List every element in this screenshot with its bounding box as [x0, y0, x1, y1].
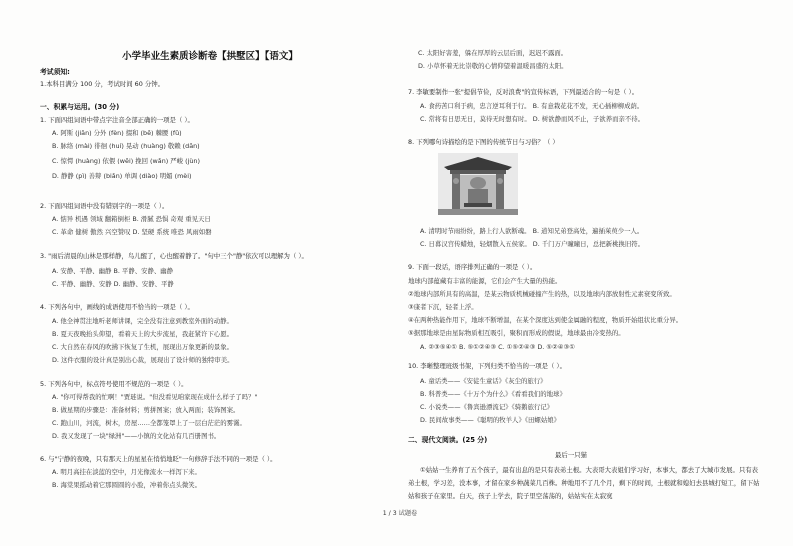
q3-option-cd: C. 平静、幽静、安静 D. 幽静、安静、平静: [52, 280, 174, 288]
q4-stem: 4. 下列各句中，画线的成语使用不恰当的一项是（ ）。: [40, 303, 194, 311]
q9-sentence-5: ⑤据那地球是由星际物质相互吸引，聚积而形成的假说，地球最由冷变热的。: [408, 329, 625, 337]
q1-option-c: C. 惊愕 (huàng) 依偎 (wēi) 挽回 (wǎn) 严峻 (jùn): [52, 157, 200, 165]
q10-option-a: A. 童话类——《安徒生童话》《灰尘的旅行》: [420, 377, 547, 385]
q4-option-c: C. 大自然在春风的吹拂下恢复了生机，展现出万象更新的景象。: [52, 343, 234, 351]
q2-stem: 2. 下面四组词语中没有错别字的一项是（ ）。: [40, 202, 169, 210]
page-footer: 1 / 3 试题卷: [382, 510, 418, 517]
q3-option-ab: A. 安静、平静、幽静 B. 平静、安静、幽静: [52, 267, 174, 275]
q4-option-d: D. 这件衣服的设计真是别出心裁，展现出了设计师的独特审美。: [52, 356, 234, 364]
q5-option-d: D. 我又发现了一块"绿洲"——小镇的文化站有几百册图书。: [52, 432, 221, 440]
q9-sentence-1: 地球内部蕴藏有丰富的能源，它们会产生大量的热能。: [408, 277, 562, 285]
q1-option-a: A. 阿斯 (jiān) 分外 (fèn) 掇和 (bē) 棘腰 (fǔ): [52, 129, 182, 137]
q10-option-d: D. 民间故事类——《聪明的牧羊人》《田螺姑娘》: [420, 416, 560, 424]
q9-sentence-4: ④在两种热能作用下，地球不断增温，在某个深度达到使金属融的程度，物质开始组状比重分异。: [408, 316, 683, 324]
q1-stem: 1. 下面四组词语中带点字注音全部正确的一项是（ ）。: [40, 116, 194, 124]
q5-option-c: C. 跑山川，河流，树木，房屋……全都笼罩上了一层白茫茫的雾霭。: [52, 419, 246, 427]
q9-stem: 9. 下面一段话，语序排列正确的一项是（ ）。: [408, 263, 537, 271]
q10-option-c: C. 小说类——《鲁宾逊漂流记》《骑鹅旅行记》: [420, 403, 554, 411]
q5-option-a: A. "你可得帮我的忙啊！"贾琏说。"但没看见咱家现在成什么样子了吗？": [52, 393, 258, 401]
festival-illustration-graphic: [438, 153, 518, 215]
q7-stem: 7. 李敏要制作一张"提倡节俭，反对浪费"的宣传标语，下列最适合的一句是（ ）。: [408, 88, 639, 96]
q6-option-a: A. 明月高挂在淡蓝的空中，月光像流水一样泻下来。: [52, 468, 201, 476]
q7-option-ab: A. 食药苦口利于病，忠言逆耳利于行。 B. 有意栽花花不发，无心插柳柳成荫。: [420, 102, 644, 110]
notice-heading: 考试须知:: [40, 68, 70, 76]
article-title: 最后一只猫: [555, 451, 587, 459]
article-paragraph-1: ①姑姑一生养育了五个孩子，最有出息的是只有表弟土根。大表哥大表姐们学习好，本事大，都去了大城市发展。只有表弟土根，学习差，没本事，才留在家乡种蔬菜几百株。种地用不了几个月，剩下的时间，土根就和媳妇去县城打短工，留下姑姑和孩子在家里。白天，孩子上学去，院子里空荡荡的，姑姑实在太寂寞: [408, 466, 760, 500]
festival-illustration: [438, 153, 518, 215]
q10-stem: 10. 李晰整理班级书架，下列归类不恰当的一项是（ ）。: [408, 362, 567, 370]
q5-option-b: B. 做星期的步骤是：准备材料；剪拼图案；放入两面；装饰图案。: [52, 406, 240, 414]
section2-heading: 二、现代文阅读。(25 分): [408, 436, 488, 444]
q1-option-b: B. 脉络 (mài) 徘徊 (huí) 晃动 (huàng) 敬赖 (dān): [52, 142, 200, 150]
q9-sentence-3: ③康者下沉，轻者上浮。: [408, 303, 478, 311]
q8-option-cd: C. 日暮汉宫传蜡烛，轻烟散入五侯家。 D. 千门万户曈曈日，总把新桃换旧符。: [420, 240, 645, 248]
q4-option-b: B. 夏天夜晚抬头仰望，看着天上的大步流星，我赶紧许下心愿。: [52, 330, 233, 338]
q9-sentence-2: ②地球内部所具有的高温，是某云物质机械碰撞产生的热，以及地球内部放射性元素衰变所致。: [408, 290, 676, 298]
q4-option-a: A. 他全神贯注地听老师讲课，完全没有注意到教室外面的动静。: [52, 317, 233, 325]
q3-stem: 3. "雨后清晨的山林是那样静，鸟儿醒了，心也醒着静了。"句中三个"静"依次可以理解为（ ）。: [40, 252, 308, 260]
q6-option-b: B. 海棠果摇动着它那圆圆的小脸，冲着你点头微笑。: [52, 481, 202, 489]
exam-title: 小学毕业生素质诊断卷【拱墅区】【语文】: [122, 51, 298, 62]
q8-option-ab: A. 清明时节雨纷纷，路上行人欲断魂。 B. 道知兄弟登高处，遍插茱萸少一人。: [420, 227, 644, 235]
section1-heading: 一、积累与运用。(30 分): [40, 103, 120, 111]
q7-option-cd: C. 常将有日思无日，莫待无时想有时。 D. 树欲静而风不止，子欲养而亲不待。: [420, 115, 645, 123]
q6-stem: 6. 与"宁静的夜晚，只有那天上的星星在悄悄地眨"一句修辞手法不同的一项是（ ）。: [40, 455, 277, 463]
q10-option-b: B. 科普类——《十万个为什么》《看看我们的地球》: [420, 390, 566, 398]
q5-stem: 5. 下列各句中，标点符号使用不规范的一项是（ ）。: [40, 380, 188, 388]
q8-stem: 8. 下列哪句诗描绘的是下图的传统节日与习俗？（ ）: [408, 138, 559, 146]
q2-option-ab: A. 惦异 机遇 领域 翻箱倒柜 B. 滑腻 恐惧 奇观 重见天日: [52, 215, 211, 223]
notice-line: 1.本科目满分 100 分，考试时间 60 分钟。: [40, 80, 165, 88]
q9-options: A. ②③⑤④① B. ⑤①②④③ C. ①⑤②④③ D. ⑤②④③①: [420, 343, 575, 351]
q6-option-c: C. 太阳好害羞，躲在厚厚的云层后面，迟迟不露面。: [418, 49, 568, 57]
q6-option-d: D. 小草怀着无比崇敬的心情仰望着温暖昌盛的太阳。: [418, 62, 568, 70]
q1-option-d: D. 静静 (pì) 善辩 (biǎn) 单调 (diào) 明媚 (mèi): [52, 172, 192, 180]
q2-option-cd: C. 革命 健树 傲然 兴空赞叹 D. 坚硬 系统 唯恐 风雨如磐: [52, 228, 212, 236]
